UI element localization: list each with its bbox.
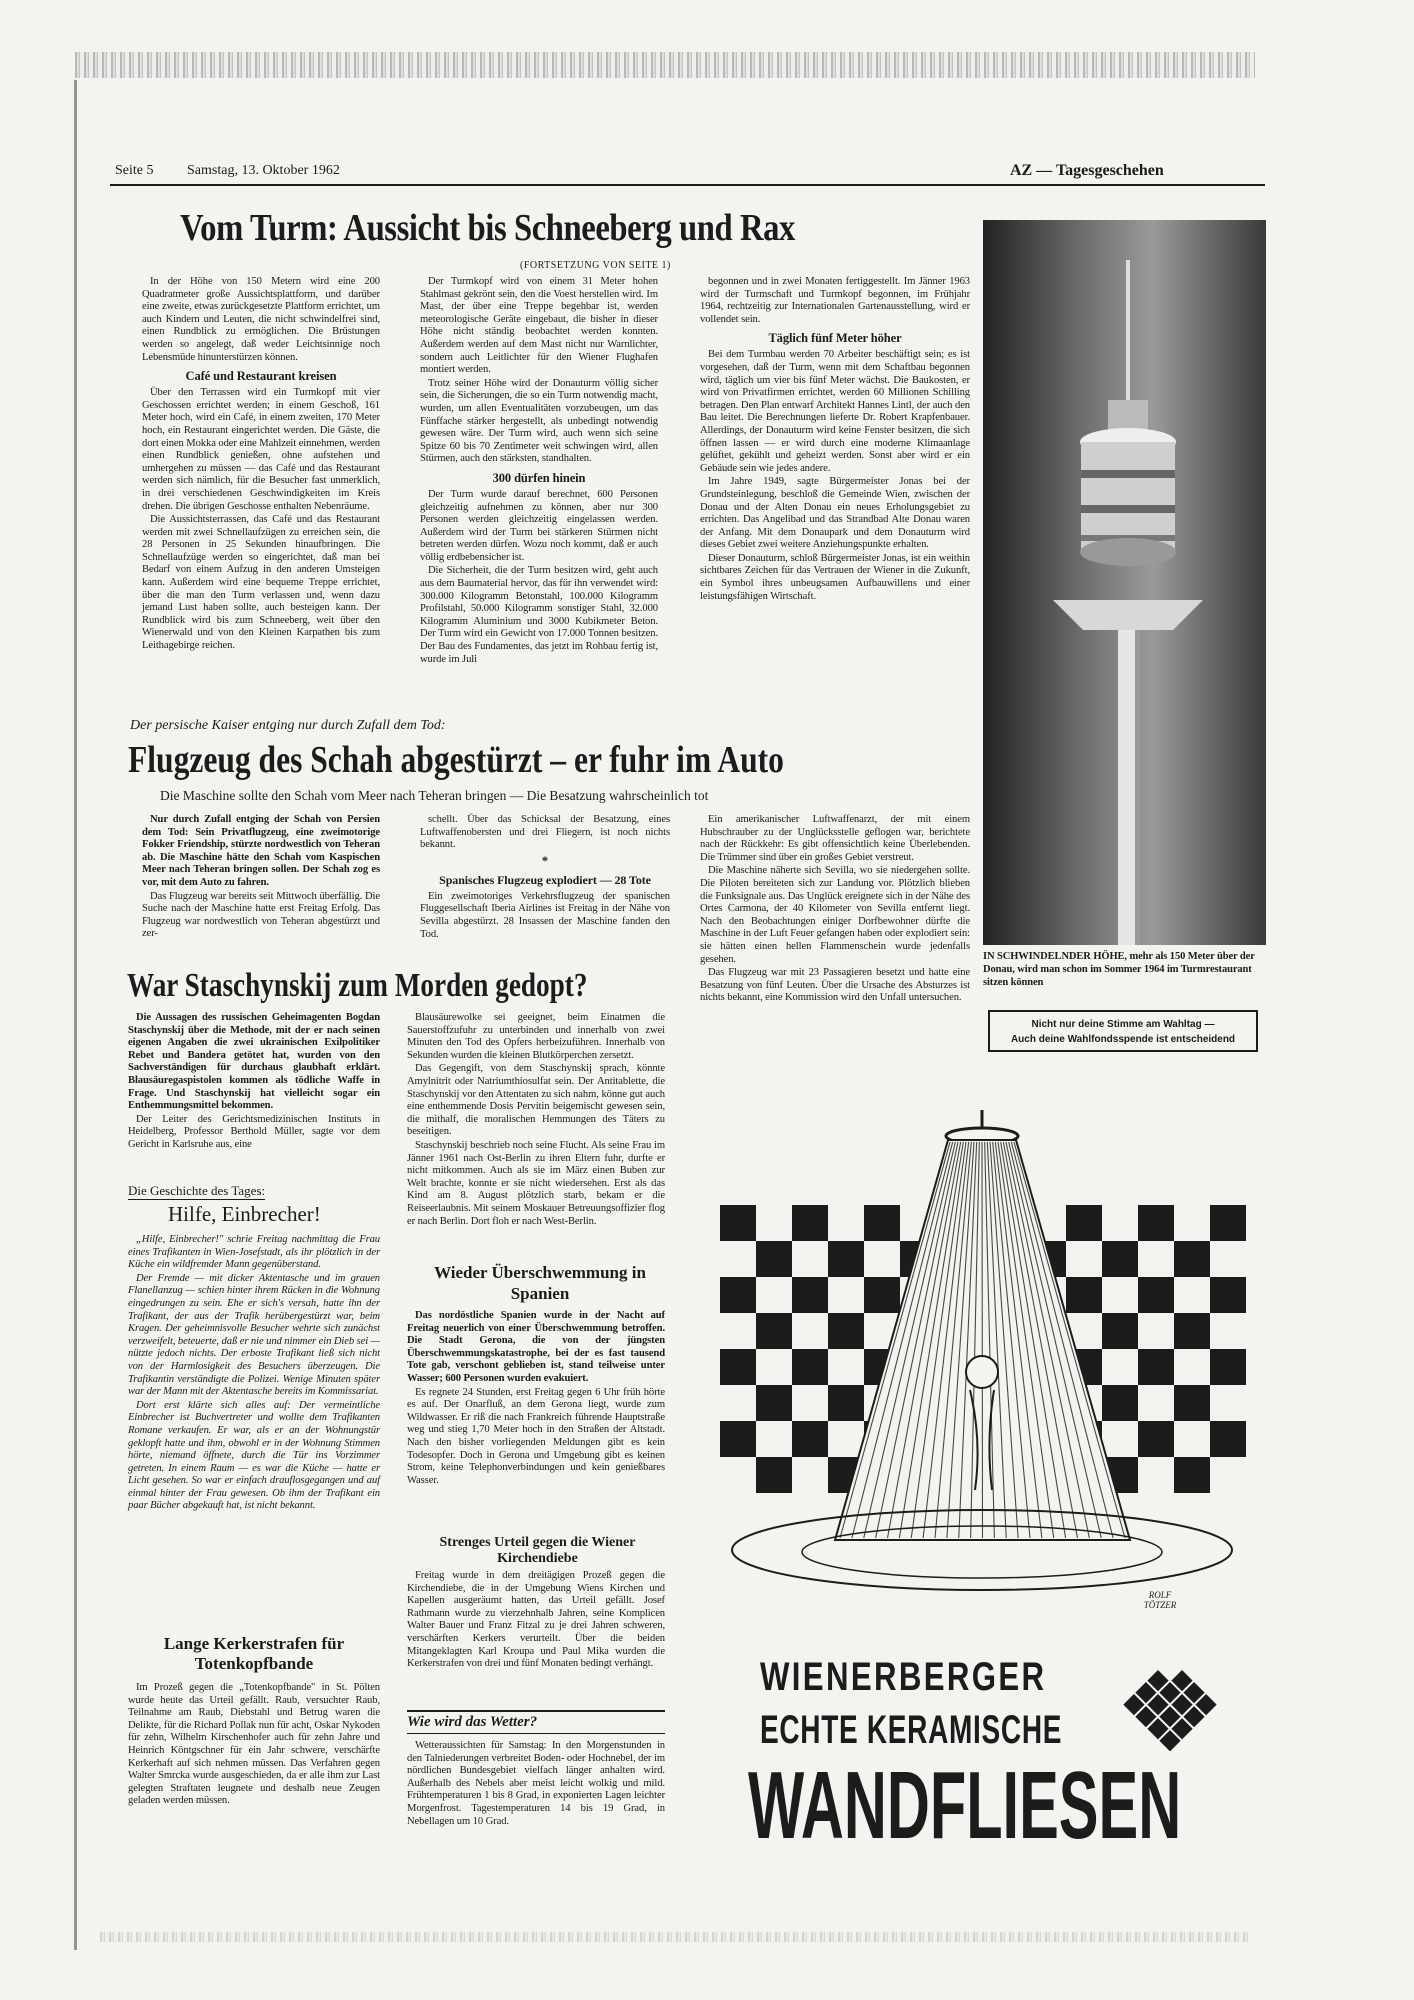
article6-body: [407, 1570, 665, 1672]
article1-col3-p3: Im Jahre 1949, sagte Bürgermeister Jonas bei der Grundsteinlegung, beschloß die Gemeinde Wien, zwischen der Donau und der Alten Donau ein neues Erholungsgebiet zu errichten. Das Angelibad und das Strandbad Alte Donau waren der Anfang. Mit dem Donaupark und dem Donauturm wird dieses Gebiet zwei weitere Anziehungspunkte erhalten.: [700, 476, 970, 551]
checker-tile-left: [864, 1277, 900, 1313]
vote-box-line1: Nicht nur deine Stimme am Wahltag —: [1031, 1019, 1215, 1030]
checker-tile-right: [1174, 1313, 1210, 1349]
tower-illustration: [983, 220, 1266, 945]
shower-checker-illustration: [700, 1110, 1265, 1630]
tower-photo-caption: IN SCHWINDELNDER HÖHE, mehr als 150 Meter über der Donau, wird man schon im Sommer 1964 im Turmrestaurant sitzen können: [983, 951, 1255, 988]
article2-sub: Spanisches Flugzeug explodiert — 28 Tote: [439, 872, 651, 887]
checker-tile-left: [756, 1313, 792, 1349]
checker-tile-left: [828, 1241, 864, 1277]
ad-illustration: [700, 1110, 1265, 1630]
article5-p2: Es regnete 24 Stunden, erst Freitag gegen 6 Uhr früh hörte es auf. Der Onarfluß, an dem Gerona liegt, wurde zum Wildwasser. Er riß die nach Frankreich führende Hauptstraße weg und stieg 1,70 Meter hoch in den Straßen der Altstadt. Nach den bisher vorliegenden Meldungen gibt es kein Todesopfer. Doch in Gerona und Umgebung gibt es keinen Strom, keine Telephonverbindungen und kein genießbares Wasser.: [407, 1386, 665, 1486]
article1-col2-p2: Trotz seiner Höhe wird der Donauturm völlig sicher sein, die Sicherungen, die so ein Turm notwendig macht, wurden, um allen Eventualitäten vorzubeugen, um das Fünffache stärker hergestellt, als unbedingt notwendig gewesen wäre. Der Turm wird, auch wenn sich seine Spitze 60 bis 70 Zentimeter weit schwingen wird, allen Stürmen, auch den stärksten, standhalten.: [420, 377, 658, 465]
checker-tile-left: [792, 1205, 828, 1241]
checker-tile-left: [720, 1277, 756, 1313]
article2-col2: [420, 814, 670, 942]
article1-col1-p3: Die Aussichtsterrassen, das Café und das Restaurant werden mit zwei Schnellaufzügen zu erreichen sein, die 28 Personen in 25 Sekunden hinaufbringen. Die Schnellaufzüge werden so eingerichtet, daß man bei Bedarf von einem Aufzug in den anderen Umsteigen kann. Außerdem wird eine bequeme Treppe errichtet, über die man den Turm verlassen und, wenn dazu jemand Lust haben sollte, auch besteigen kann. Der Rundblick wird bis zum Schneeberg, weit über den Wienerwald und von den Kleinen Karpathen bis zum Leithagebirge reichen.: [142, 514, 380, 652]
article1-col2: [420, 276, 658, 667]
ad-line3: WANDFLIESEN: [748, 1752, 1182, 1859]
article3-lead: Die Aussagen des russischen Geheimagenten Bogdan Staschynskij über die Methode, mit der er nach seinen eigenen Angaben die zwei ukrainischen Exilpolitiker Rebet und Bandera getötet hat, wurden von den Sachverständigen für durchaus glaubhaft erklärt. Blausäuregaspistolen kommen als tödliche Waffe in Frage. Und Staschynskij hat vielleicht sogar ein Enthemmungsmittel bekommen.: [128, 1012, 380, 1112]
checker-tile-right: [1138, 1421, 1174, 1457]
article6-p1: Freitag wurde in dem dreitägigen Prozeß gegen die Kirchendiebe, die in der Umgebung Wiens Kirchen und Kapellen ausgeräumt hatten, das Urteil gefällt. Josef Rathmann wurde zu vierzehnhalb Jahren, seine Komplicen Walter Bauer und Franz Fitzal zu je drei Jahren schweren, verschärften Kerkers verurteilt. Über die beiden Mitangeklagten Karl Kroupa und Paul Mika wurden die Kerkerstrafen von drei und fünf Monaten bedingt verhängt.: [407, 1570, 665, 1670]
article3-col2: [407, 1012, 665, 1229]
checker-tile-left: [864, 1205, 900, 1241]
article2-kicker: Der persische Kaiser entging nur durch Zufall dem Tod:: [130, 718, 446, 733]
article1-col1-p1: In der Höhe von 150 Metern wird eine 200 Quadratmeter große Aussichtsplattform, und darüber eine zweite, etwas zurückgesetzte Plattform errichtet, um auch Kindern und Leuten, die nicht schwindelfrei sind, einen Rundblick zu ermöglichen. Die Brüstungen werden so angelegt, daß weder Leichtsinnige noch Lebensmüde hinunterstürzen können.: [142, 276, 380, 363]
article2-col2-p1: schellt. Über das Schicksal der Besatzung, eines Luftwaffenobersten und drei Fliegern, ist noch nichts bekannt.: [420, 814, 670, 851]
header-rule: [110, 184, 1265, 186]
weather-text: Wetteraussichten für Samstag: In den Morgenstunden in den Talniederungen verbreitet Boden- oder Hochnebel, der im nördlichen Bundesgebiet vielfach länger anhalten wird. Außerhalb des Nebels aber meist leicht wolkig und mild. Frühtemperaturen 1 bis 8 Grad, in exponierten Lagen leichter Morgenfrost. Tagestemperaturen 14 bis 19 Grad, in Nebellagen um 10 Grad.: [407, 1740, 665, 1827]
article5-lead: Das nordöstliche Spanien wurde in der Nacht auf Freitag neuerlich von einer Überschwemmung betroffen. Die Stadt Gerona, die von der jüngsten Überschwemmungskatastrophe, bei der es fast tausend Tote gab, verschont geblieben ist, stand teilweise unter Wasser; 600 Personen wurden evakuiert.: [407, 1310, 665, 1384]
article3-col2-p3: Staschynskij beschrieb noch seine Flucht. Als seine Frau im Jänner 1961 nach Ost-Berlin zu ihren Eltern fuhr, durfte er nicht mitkommen. Auch als sie im März einen Buben zur Welt brachte, konnte er sie nicht wiedersehen. Erst als das Kind am 8. August plötzlich starb, bekam er die Reiseerlaubnis. Mit seinem Moskauer Betreuungsoffizier flog er nach Berlin. Dort floh er nach West-Berlin.: [407, 1139, 665, 1227]
article1-sub1: Café und Restaurant kreisen: [185, 369, 337, 384]
checker-tile-left: [720, 1205, 756, 1241]
article2-col3-p3: Das Flugzeug war mit 23 Passagieren besetzt und hatte eine Besatzung von fünf Leuten. Über die Ursache des Absturzes ist nichts bekannt, eine Kommission wird den Unfall untersuchen.: [700, 967, 970, 1004]
scan-noise-bottom: [100, 1932, 1250, 1942]
article2-lead: Nur durch Zufall entging der Schah von Persien dem Tod: Sein Privatflugzeug, eine zweimotorige Fokker Friendship, stürzte nordwestlich von Teheran ab. Die Maschine hätte den Schah vom Kaspischen Meer nach Teheran bringen sollen. Der Schah zog es vor, mit dem Auto zu fahren.: [142, 814, 380, 888]
article2-col3-p1: Ein amerikanischer Luftwaffenarzt, der mit einem Hubschrauber zu der Unglücksstelle geflogen war, berichtete nach der Rückkehr: Es gibt offensichtlich keine Überlebenden. Die Trümmer sind über ein großes Gebiet verstreut.: [700, 814, 970, 863]
article1-col3: [700, 276, 970, 604]
checker-tile-right: [1102, 1241, 1138, 1277]
tower-photo: [983, 220, 1266, 945]
checker-tile-left: [720, 1349, 756, 1385]
article1-col2-p4: Die Sicherheit, die der Turm besitzen wird, geht auch aus dem Baumaterial hervor, das für ihn verwendet wird: 300.000 Kilogramm Betonstahl, 100.000 Kilogramm Profilstahl, 50.000 Kilogramm sonstiger Stahl, 32.000 Kilogramm Aluminium und 3000 Kubikmeter Beton. Der Turm wird ein Gewicht von 17.000 Tonnen besitzen. Der Bau des Fundamentes, das jetzt im Rohbau fertig ist, wurde im Juli: [420, 565, 658, 665]
article1-col2-p3: Der Turm wurde darauf berechnet, 600 Personen gleichzeitig aufnehmen zu können, aber nur 300 Personen werden gleichzeitig eingelassen werden. Außerdem wird der Turm bei stärkeren Stürmen nicht betreten werden dürfen. Wozu noch kommt, daß er auch völlig erdbebensicher ist.: [420, 488, 658, 563]
article1-sub3: Täglich fünf Meter höher: [768, 331, 902, 346]
checker-tile-left: [756, 1241, 792, 1277]
article2-subhead: Die Maschine sollte den Schah vom Meer nach Teheran bringen — Die Besatzung wahrscheinlich tot: [160, 788, 709, 803]
article1-col3-p2: Bei dem Turmbau werden 70 Arbeiter beschäftigt sein; es ist vorgesehen, daß der Turm, wenn mit dem Schaftbau begonnen wird, täglich um vier bis fünf Meter wächst. Die Baukosten, er wird von Privatfirmen errichtet, werden 60 Millionen Schilling betragen. Den Plan entwarf Architekt Hannes Lintl, der auch den Bau leitet. Die Berechnungen lieferte Dr. Robert Krapfenbauer. Allerdings, der Donauturm wird keine Fenster besitzen, die sich öffnen lassen — er wird durch eine moderne Klimaanlage gelüftet, gekühlt und geheizt werden. Sonst aber wird er ein Gebäude sein wie jedes andere.: [700, 349, 970, 474]
story-p1: „Hilfe, Einbrecher!" schrie Freitag nachmittag die Frau eines Trafikanten in Wien-Josefstadt, als ihr plötzlich in der Küche ein wildfremder Mann gegenüberstand.: [128, 1234, 380, 1271]
weather-body: [407, 1740, 665, 1829]
article3-col2-p2: Das Gegengift, von dem Staschynskij sprach, könnte Amylnitrit oder Natriumthiosulfat sein. Der Antitablette, die Staschynskij vor den Attentaten zu sich nahm, könne gut auch eine enthemmende Dosis Pervitin beigemischt gewesen sein, die mithalf, die moralischen Hemmungen des Täters zu beseitigen.: [407, 1063, 665, 1138]
article2-star: *: [541, 853, 549, 868]
checker-tile-right: [1210, 1349, 1246, 1385]
ad-line1: WIENERBERGER: [760, 1655, 1047, 1699]
figure-head: [966, 1356, 998, 1388]
checker-tile-right: [1174, 1241, 1210, 1277]
article4-headline: Lange Kerkerstrafen für Totenkopfbande: [163, 1634, 345, 1673]
checker-tile-right: [1138, 1349, 1174, 1385]
article2-col3-p2: Die Maschine näherte sich Sevilla, wo sie niedergehen sollte. Die Piloten bereiteten sich zur Landung vor. Plötzlich blieben die Funksignale aus. Das Unglück ereignete sich in der Nähe des Ortes Carmona, der 40 Kilometer von Sevilla entfernt liegt. Nach den Beobachtungen einiger Dorfbewohner dürfte die Maschine in der Luft Feuer gefangen haben oder explodiert sein: sie hätten einen hellen Flammenschein wurde jedenfalls gesehen.: [700, 865, 970, 965]
article2-col1: [142, 814, 380, 942]
checker-tile-right: [1066, 1205, 1102, 1241]
ad-logo: [1115, 1650, 1225, 1760]
checker-tile-left: [792, 1349, 828, 1385]
checker-tile-right: [1210, 1421, 1246, 1457]
checker-tile-left: [756, 1385, 792, 1421]
story-body: [128, 1234, 380, 1514]
article2-col2-p2: Ein zweimotoriges Verkehrsflugzeug der spanischen Fluggesellschaft Iberia Airlines ist Freitag in der Nähe von Sevilla abgestürzt. 28 Insassen der Maschine fanden den Tod.: [420, 890, 670, 940]
checker-tile-right: [1066, 1277, 1102, 1313]
article1-col1: [142, 276, 380, 654]
article2-headline: Flugzeug des Schah abgestürzt – er fuhr im Auto: [128, 739, 784, 781]
checker-tile-right: [1138, 1277, 1174, 1313]
article1-col3-p1: begonnen und in zwei Monaten fertiggestellt. Im Jänner 1963 wird der Turmschaft und Turmkopf begonnen, im Frühjahr 1964, rechtzeitig zur Internationalen Gartenausstellung, wird er vollendet sein.: [700, 276, 970, 325]
checker-tile-right: [1102, 1385, 1138, 1421]
checker-tile-right: [1138, 1205, 1174, 1241]
header-date: Samstag, 13. Oktober 1962: [187, 163, 340, 178]
story-kicker: Die Geschichte des Tages:: [128, 1183, 266, 1198]
checker-tile-right: [1210, 1205, 1246, 1241]
article4-body: [128, 1682, 380, 1809]
ad-signature: ROLF TÖTZER: [1143, 1590, 1177, 1610]
article2-col3: [700, 814, 970, 1006]
checker-tile-right: [1174, 1457, 1210, 1493]
checker-tile-right: [1174, 1385, 1210, 1421]
article3-col2-p1: Blausäurewolke sei geeignet, beim Einatmen die Sauerstoffzufuhr zu unterbinden und innerhalb von zwei Minuten den Tod des Opfers herbeizuführen. Innerhalb von Sekunden wurden die kleinen Blutkörperchen zersetzt.: [407, 1012, 665, 1061]
page-number: Seite 5: [115, 163, 154, 178]
article3-p2: Der Leiter des Gerichtsmedizinischen Instituts in Heidelberg, Professor Berthold Müller, sagte vor dem Gericht in Karlsruhe aus, eine: [128, 1113, 380, 1150]
article1-headline: Vom Turm: Aussicht bis Schneeberg und Rax: [180, 207, 795, 249]
checker-tile-right: [1102, 1313, 1138, 1349]
article1-continuation: (FORTSETZUNG VON SEITE 1): [520, 260, 671, 271]
article1-col2-p1: Der Turmkopf wird von einem 31 Meter hohen Stahlmast gekrönt sein, den die Voest herstellen wird. Im Mast, der über eine Treppe begehbar ist, werden meteorologische Geräte eingebaut, die bisher in dieser Höhe nicht ständig beobachtet werden konnten. Außerdem werden auf dem Mast nicht nur Warnlichter, sondern auch Leitlichter für den Wiener Flughafen montiert werden.: [420, 276, 658, 376]
article2-col1-p2: Das Flugzeug war bereits seit Mittwoch überfällig. Die Suche nach der Maschine hatte erst Freitag Erfolg. Das Flugzeug war nordwestlich von Teheran abgestürzt und zer-: [142, 890, 380, 940]
story-p2: Der Fremde — mit dicker Aktentasche und im grauen Flanellanzug — schien hinter ihrem Rücken in die Wohnung eingedrungen zu sein. Ehe er sich's versah, hatte ihn der Trafikant, der aus der Trafik herübergestürzt war, beim Kragen. Der geheimnisvolle Besucher wehrte sich zunächst verzweifelt, beteuerte, daß er nie und nimmer ein Dieb sei — nützte jedoch nichts. Der erboste Trafikant ließ sich nicht von der Harmlosigkeit des Besuchers überzeugen. Die Trafikantin verständigte die Polizei. Wenige Minuten später war der Mann mit der Aktentasche bereits im Kommissariat.: [128, 1272, 380, 1398]
tile-heart-logo-icon: [1115, 1650, 1225, 1760]
story-headline: Hilfe, Einbrecher!: [168, 1202, 321, 1226]
checker-tile-left: [828, 1313, 864, 1349]
checker-tile-left: [756, 1457, 792, 1493]
water-stream: [982, 1142, 983, 1538]
story-p3: Dort erst klärte sich alles auf: Der vermeintliche Einbrecher ist Buchvertreter und wollte dem Trafikanten Romane verkaufen. Er war, als er an der Wohnungstür geklopft hatte und ihm, obwohl er in der Wohnung Stimmen hörte, niemand öffnete, durch die Tür ins Vorzimmer getreten. In einem Raum — es war die Küche — hatte er Licht gesehen. So war er einfach drauflosgegangen und auf einmal hinter der Frau gewesen. Ob ihm der Trafikant ein paar Bücher abgekauft hat, ist nicht bekannt.: [128, 1399, 380, 1512]
checker-tile-left: [792, 1421, 828, 1457]
article1-col1-p2: Über den Terrassen wird ein Turmkopf mit vier Geschossen errichtet werden; in einem Geschoß, 161 Meter hoch, wird ein Café, in einem zweiten, 170 Meter hoch, ein Restaurant eingerichtet werden. Die Gäste, die dort einen Mokka oder eine Mahlzeit einnehmen, werden einen Rundblick genießen, ohne aufstehen und umhergehen zu müssen — das Café und das Restaurant werden sich nämlich, für die Besucher fast unmerklich, in drei verschiedenen Geschwindigkeiten im Kreis drehen. Die übrigen Geschosse enthalten Nebenräume.: [142, 387, 380, 512]
left-margin-rule: [74, 80, 77, 1950]
checker-tile-left: [792, 1277, 828, 1313]
checker-tile-left: [720, 1421, 756, 1457]
weather-headline: Wie wird das Wetter?: [407, 1710, 665, 1734]
article3-col1: [128, 1012, 380, 1153]
checker-tile-right: [1210, 1277, 1246, 1313]
section-title: AZ — Tagesgeschehen: [1010, 162, 1164, 179]
scan-noise-top: [75, 52, 1255, 78]
checker-tile-left: [828, 1385, 864, 1421]
article6-headline: Strenges Urteil gegen die Wiener Kirchendiebe: [439, 1535, 636, 1566]
vote-box-line2: Auch deine Wahlfondsspende ist entscheidend: [1010, 1034, 1236, 1045]
article5-body: [407, 1310, 665, 1488]
article1-col3-p4: Dieser Donauturm, schloß Bürgermeister Jonas, ist ein weithin sichtbares Zeichen für das Vertrauen der Wiener in die Zukunft, ein Symbol ihres unbeugsamen Aufbauwillens und einer leistungsfähigen Wirtschaft.: [700, 552, 970, 602]
article5-headline: Wieder Überschwemmung in Spanien: [434, 1263, 646, 1303]
logo-tiles: [1123, 1658, 1216, 1751]
article1-sub2: 300 dürfen hinein: [492, 470, 586, 485]
article4-p1: Im Prozeß gegen die „Totenkopfbande" in St. Pölten wurde heute das Urteil gefällt. Raub, versuchter Raub, Teilnahme am Raub, Diebstahl und Betrug waren die Delikte, für die Richard Pollak nun für acht, Oskar Nykoden für zehn, Wilhelm Kirschenhofer auch für zehn Jahre und Heinrich Köntgschner für ein Jahr schwere, verschärfte Kerkerhaft auf sich nehmen müssen. Das Verfahren gegen Walter Smrcka wurde ausgeschieden, da er alle ihm zur Last gelegten Straftaten leugnete und deshalb neue Zeugen geladen werden müssen.: [128, 1682, 380, 1807]
article3-headline: War Staschynskij zum Morden gedopt?: [127, 967, 588, 1004]
ad-line2: ECHTE KERAMISCHE: [760, 1708, 1063, 1752]
vote-box: [988, 1010, 1258, 1052]
